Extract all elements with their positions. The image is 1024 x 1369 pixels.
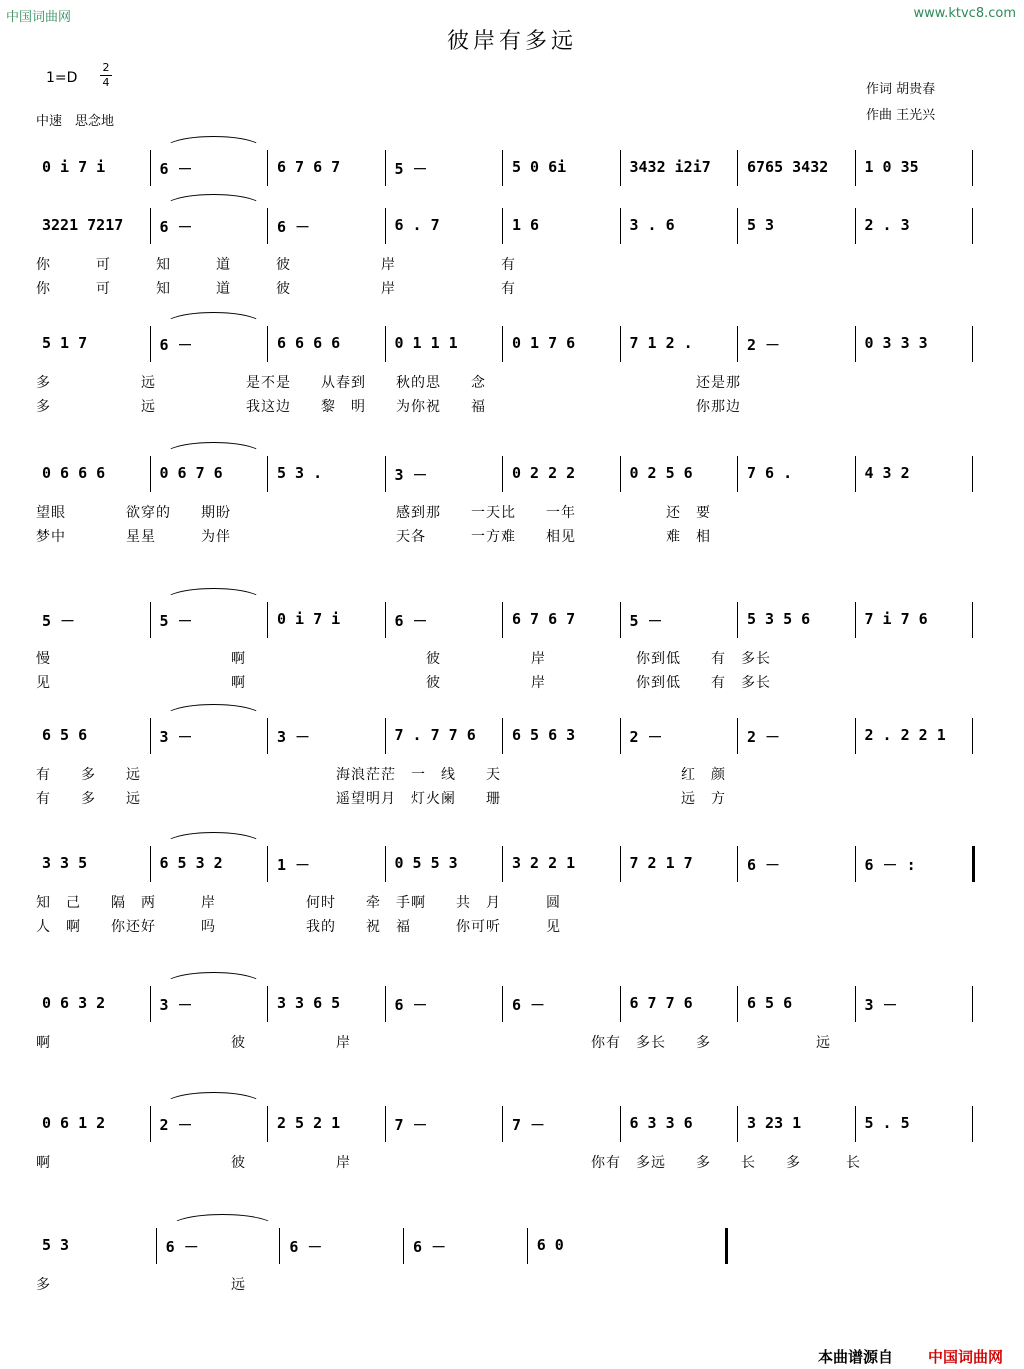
barline xyxy=(855,1106,856,1142)
notation-line xyxy=(36,208,986,244)
measure: 0 5 5 3 xyxy=(394,854,458,872)
barline xyxy=(150,718,151,754)
measure: 6 6 6 6 xyxy=(277,334,341,352)
notation-line xyxy=(36,846,986,882)
measure: 5 3 xyxy=(42,1236,70,1254)
barline xyxy=(972,1106,973,1142)
notation-line xyxy=(36,326,986,362)
measure: 0 i 7 i xyxy=(277,610,341,628)
barline xyxy=(385,986,386,1022)
measure: 2 － xyxy=(747,336,781,354)
barline xyxy=(385,846,386,882)
lyric-line-1: 多 远 是不是 从春到 秋的思 念 还是那 xyxy=(36,375,741,391)
barline xyxy=(620,602,621,638)
measure: 5 . 5 xyxy=(864,1114,910,1132)
measure: 6 － : xyxy=(864,856,916,874)
lyric-line-2: 有 多 远 遥望明月 灯火阑 珊 远 方 xyxy=(36,791,726,807)
lyric-line-2: 梦中 星星 为伴 天各 一方难 相见 难 相 xyxy=(36,529,711,545)
tempo-marking: 中速 思念地 xyxy=(36,114,115,129)
barline xyxy=(620,1106,621,1142)
measure: 0 1 7 6 xyxy=(512,334,576,352)
measure: 2 － xyxy=(747,728,781,746)
measure: 0 1 1 1 xyxy=(394,334,458,352)
slur-arc xyxy=(164,194,264,207)
barline xyxy=(502,986,503,1022)
measure: 5 0 6i xyxy=(512,158,567,176)
barline xyxy=(385,326,386,362)
barline xyxy=(855,150,856,186)
measure: 6 － xyxy=(747,856,781,874)
measure: 6 － xyxy=(512,996,546,1014)
notation-line xyxy=(36,602,986,638)
measure: 6 3 3 6 xyxy=(629,1114,693,1132)
measure: 0 6 3 2 xyxy=(42,994,106,1012)
barline xyxy=(972,150,973,186)
barline xyxy=(972,602,973,638)
barline xyxy=(855,602,856,638)
lyric-line-2: 多 远 我这边 黎 明 为你祝 福 你那边 xyxy=(36,399,741,415)
measure: 5 3 5 6 xyxy=(747,610,811,628)
barline xyxy=(972,986,973,1022)
slur-arc xyxy=(164,136,264,149)
time-signature-bottom: 4 xyxy=(102,76,110,89)
measure: 6 5 6 xyxy=(747,994,793,1012)
barline xyxy=(267,602,268,638)
notation-line xyxy=(36,150,986,186)
measure: 3432 i2i7 xyxy=(629,158,711,176)
measure: 2 . 2 2 1 xyxy=(864,726,946,744)
barline xyxy=(385,456,386,492)
barline xyxy=(150,1106,151,1142)
barline xyxy=(737,602,738,638)
barline xyxy=(150,456,151,492)
barline xyxy=(855,718,856,754)
barline xyxy=(150,208,151,244)
barline xyxy=(855,846,856,882)
barline xyxy=(267,986,268,1022)
measure: 6 － xyxy=(394,612,428,630)
barline xyxy=(972,208,973,244)
measure: 6 － xyxy=(165,1238,199,1256)
barline xyxy=(620,718,621,754)
barline xyxy=(972,326,973,362)
slur-arc xyxy=(164,1092,264,1105)
barline xyxy=(502,326,503,362)
barline xyxy=(385,150,386,186)
measure: 4 3 2 xyxy=(864,464,910,482)
barline xyxy=(279,1228,280,1264)
lyric-line-1: 望眼 欲穿的 期盼 感到那 一天比 一年 还 要 xyxy=(36,505,711,521)
slur-arc xyxy=(164,312,264,325)
notation-line xyxy=(36,456,986,492)
slur-arc xyxy=(164,972,264,985)
notation-line xyxy=(36,1228,986,1264)
barline xyxy=(737,150,738,186)
measure: 3221 7217 xyxy=(42,216,124,234)
barline xyxy=(725,1228,728,1264)
barline xyxy=(737,456,738,492)
measure: 7 1 2 . xyxy=(629,334,693,352)
barline xyxy=(385,602,386,638)
barline xyxy=(150,150,151,186)
measure: 5 － xyxy=(629,612,663,630)
measure: 3 23 1 xyxy=(747,1114,802,1132)
barline xyxy=(972,846,975,882)
barline xyxy=(972,718,973,754)
barline xyxy=(150,846,151,882)
measure: 6 5 6 xyxy=(42,726,88,744)
lyric-line-1: 啊 彼 岸 你有 多长 多 远 xyxy=(36,1035,831,1051)
barline xyxy=(527,1228,528,1264)
measure: 7 2 1 7 xyxy=(629,854,693,872)
notation-line xyxy=(36,1106,986,1142)
measure: 6 5 6 3 xyxy=(512,726,576,744)
measure: 6 5 3 2 xyxy=(159,854,223,872)
key-signature: 1=D xyxy=(46,70,78,86)
lyric-line-1: 有 多 远 海浪茫茫 一 线 天 红 颜 xyxy=(36,767,726,783)
measure: 6 － xyxy=(394,996,428,1014)
barline xyxy=(737,208,738,244)
time-signature-top: 2 xyxy=(102,61,110,74)
barline xyxy=(620,456,621,492)
lyric-line-2: 见 啊 彼 岸 你到低 有 多长 xyxy=(36,675,771,691)
time-signature xyxy=(100,62,112,89)
measure: 3 － xyxy=(394,466,428,484)
barline xyxy=(267,456,268,492)
measure: 6 － xyxy=(159,218,193,236)
lyric-line-1: 你 可 知 道 彼 岸 有 xyxy=(36,257,516,273)
measure: 2 － xyxy=(629,728,663,746)
measure: 5 － xyxy=(394,160,428,178)
lyric-line-2: 人 啊 你还好 吗 我的 祝 福 你可听 见 xyxy=(36,919,561,935)
barline xyxy=(150,326,151,362)
barline xyxy=(267,846,268,882)
measure: 1 6 xyxy=(512,216,540,234)
measure: 6 7 6 7 xyxy=(512,610,576,628)
notation-line xyxy=(36,986,986,1022)
slur-arc xyxy=(164,704,264,717)
measure: 0 2 5 6 xyxy=(629,464,693,482)
measure: 5 3 xyxy=(747,216,775,234)
barline xyxy=(385,208,386,244)
barline xyxy=(502,602,503,638)
barline xyxy=(156,1228,157,1264)
measure: 2 . 3 xyxy=(864,216,910,234)
barline xyxy=(620,326,621,362)
barline xyxy=(620,208,621,244)
measure: 2 5 2 1 xyxy=(277,1114,341,1132)
measure: 0 6 1 2 xyxy=(42,1114,106,1132)
barline xyxy=(502,846,503,882)
measure: 3 2 2 1 xyxy=(512,854,576,872)
barline xyxy=(150,986,151,1022)
barline xyxy=(855,208,856,244)
barline xyxy=(620,150,621,186)
lyric-line-1: 知 己 隔 两 岸 何时 牵 手啊 共 月 圆 xyxy=(36,895,561,911)
measure: 5 1 7 xyxy=(42,334,88,352)
barline xyxy=(855,986,856,1022)
lyric-line-1: 啊 彼 岸 你有 多远 多 长 多 长 xyxy=(36,1155,861,1171)
measure: 0 3 3 3 xyxy=(864,334,928,352)
measure: 6 7 6 7 xyxy=(277,158,341,176)
measure: 6 － xyxy=(159,336,193,354)
barline xyxy=(150,602,151,638)
lyric-line-1: 多 远 xyxy=(36,1277,246,1293)
barline xyxy=(385,1106,386,1142)
measure: 0 i 7 i xyxy=(42,158,106,176)
barline xyxy=(502,718,503,754)
lyric-line-1: 慢 啊 彼 岸 你到低 有 多长 xyxy=(36,651,771,667)
slur-arc xyxy=(164,832,264,845)
barline xyxy=(855,326,856,362)
measure: 0 6 7 6 xyxy=(159,464,223,482)
measure: 6 . 7 xyxy=(394,216,440,234)
measure: 3 . 6 xyxy=(629,216,675,234)
footer-site-name: 中国词曲网 xyxy=(928,1348,1004,1366)
site-watermark-left: 中国词曲网 xyxy=(6,10,72,25)
measure: 3 － xyxy=(159,728,193,746)
barline xyxy=(267,326,268,362)
barline xyxy=(620,846,621,882)
measure: 7 6 . xyxy=(747,464,793,482)
measure: 1 － xyxy=(277,856,311,874)
barline xyxy=(267,150,268,186)
barline xyxy=(620,986,621,1022)
barline xyxy=(737,718,738,754)
barline xyxy=(502,208,503,244)
measure: 7 i 7 6 xyxy=(864,610,928,628)
barline xyxy=(502,456,503,492)
slur-arc xyxy=(164,442,264,455)
site-watermark-right: www.ktvc8.com xyxy=(913,6,1016,21)
slur-arc xyxy=(164,588,264,601)
barline xyxy=(972,456,973,492)
measure: 6765 3432 xyxy=(747,158,829,176)
measure: 5 － xyxy=(159,612,193,630)
composer-credit: 作曲 王光兴 xyxy=(866,108,936,123)
footer-source-label: 本曲谱源自 xyxy=(818,1348,894,1366)
measure: 3 － xyxy=(864,996,898,1014)
notation-line xyxy=(36,718,986,754)
measure: 0 6 6 6 xyxy=(42,464,106,482)
measure: 3 3 6 5 xyxy=(277,994,341,1012)
measure: 1 0 35 xyxy=(864,158,919,176)
barline xyxy=(385,718,386,754)
barline xyxy=(403,1228,404,1264)
barline xyxy=(267,208,268,244)
slur-arc xyxy=(170,1214,276,1227)
measure: 3 3 5 xyxy=(42,854,88,872)
measure: 0 2 2 2 xyxy=(512,464,576,482)
measure: 6 － xyxy=(277,218,311,236)
barline xyxy=(267,718,268,754)
measure: 3 － xyxy=(277,728,311,746)
measure: 3 － xyxy=(159,996,193,1014)
barline xyxy=(502,1106,503,1142)
lyric-line-2: 你 可 知 道 彼 岸 有 xyxy=(36,281,516,297)
measure: 7 － xyxy=(512,1116,546,1134)
measure: 6 7 7 6 xyxy=(629,994,693,1012)
measure: 6 － xyxy=(289,1238,323,1256)
barline xyxy=(737,326,738,362)
barline xyxy=(737,1106,738,1142)
measure: 6 － xyxy=(159,160,193,178)
measure: 5 － xyxy=(42,612,76,630)
barline xyxy=(502,150,503,186)
measure: 6 0 xyxy=(536,1236,564,1254)
barline xyxy=(855,456,856,492)
song-title: 彼岸有多远 xyxy=(446,29,577,54)
measure: 7 . 7 7 6 xyxy=(394,726,476,744)
measure: 7 － xyxy=(394,1116,428,1134)
barline xyxy=(267,1106,268,1142)
lyricist-credit: 作词 胡贵春 xyxy=(866,82,936,97)
measure: 2 － xyxy=(159,1116,193,1134)
measure: 5 3 . xyxy=(277,464,323,482)
measure: 6 － xyxy=(413,1238,447,1256)
barline xyxy=(737,846,738,882)
barline xyxy=(737,986,738,1022)
